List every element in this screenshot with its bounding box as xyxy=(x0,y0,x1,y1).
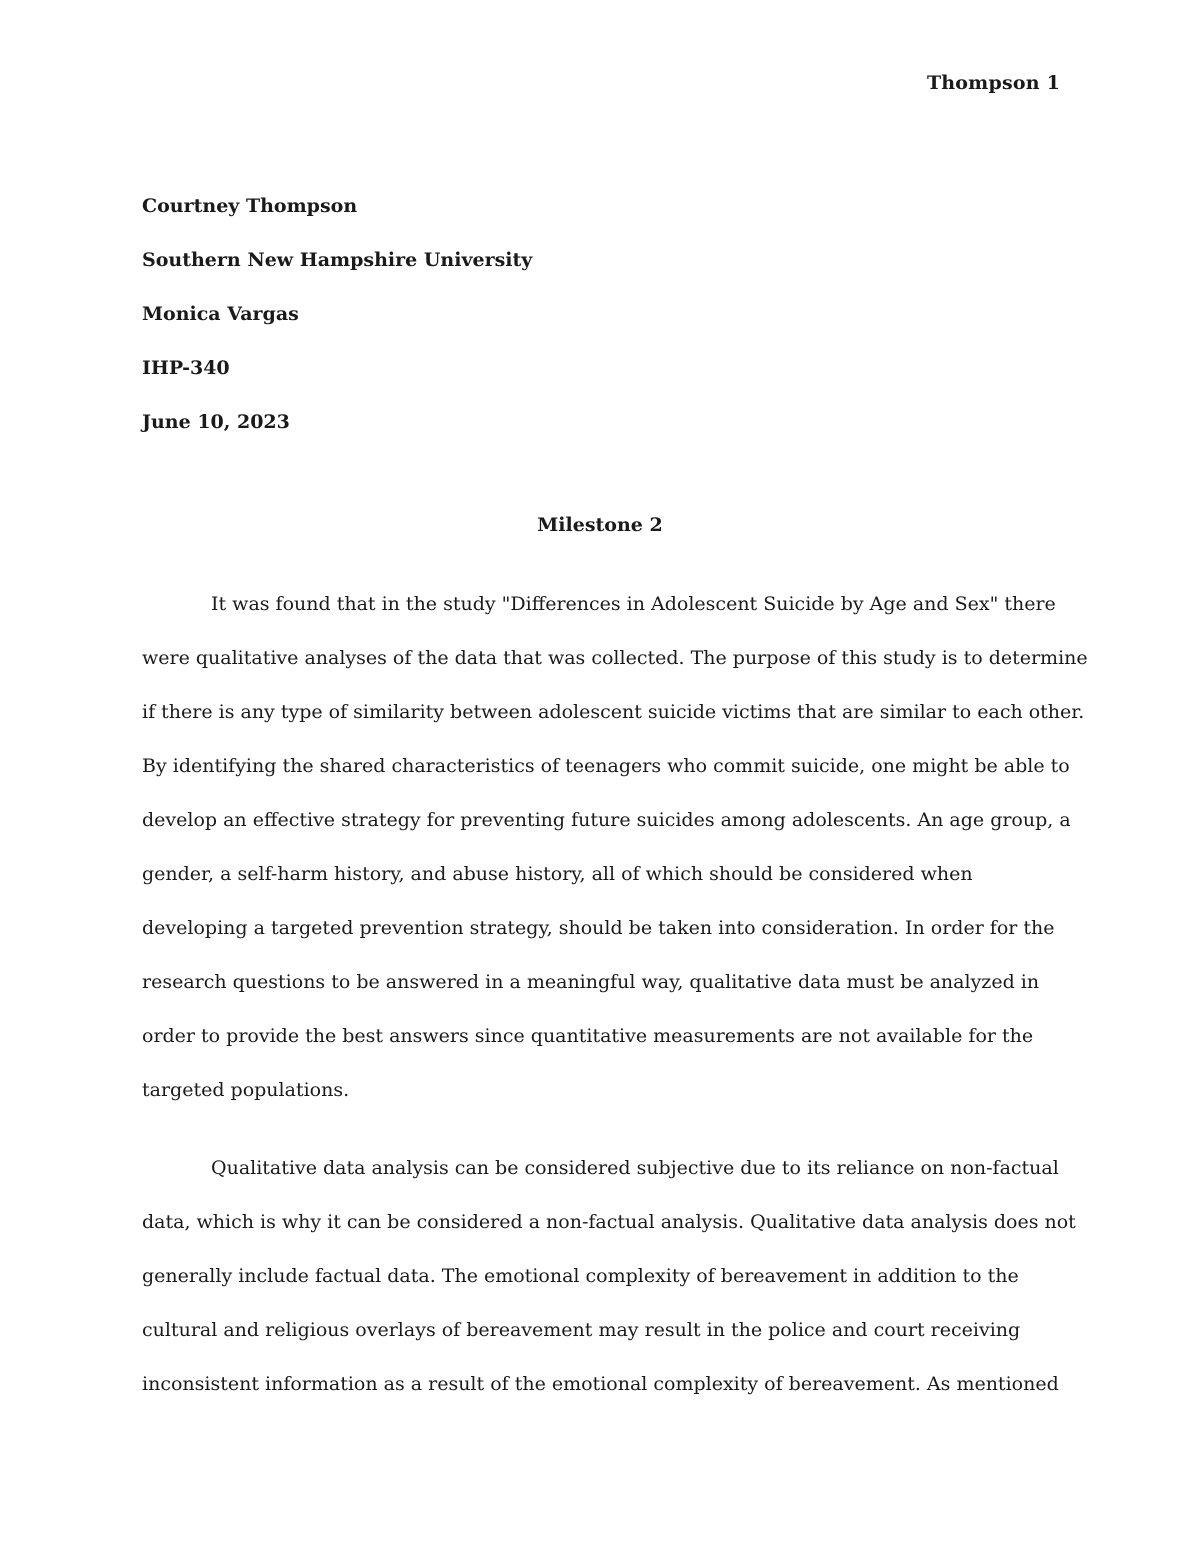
course-code: IHP-340 xyxy=(142,357,230,379)
paragraph-line: research questions to be answered in a meaningful way, qualitative data must be analyzed in xyxy=(142,971,1040,993)
paragraph-line: By identifying the shared characteristics of teenagers who commit suicide, one might be able to xyxy=(142,755,1070,777)
paragraph-line: cultural and religious overlays of bereavement may result in the police and court receiving xyxy=(142,1319,1021,1341)
paragraph-line: inconsistent information as a result of the emotional complexity of bereavement. As mentioned xyxy=(142,1373,1059,1395)
paragraph-line: if there is any type of similarity between adolescent suicide victims that are similar to each other. xyxy=(142,701,1085,723)
paragraph-line: data, which is why it can be considered a non-factual analysis. Qualitative data analysis does not xyxy=(142,1211,1076,1233)
paragraph-1 xyxy=(142,590,1088,1130)
paragraph-line: were qualitative analyses of the data that was collected. The purpose of this study is to determine xyxy=(142,647,1088,669)
paragraph-line: targeted populations. xyxy=(142,1079,350,1101)
paragraph-line: order to provide the best answers since quantitative measurements are not available for the xyxy=(142,1025,1034,1047)
paragraph-line: gender, a self-harm history, and abuse history, all of which should be considered when xyxy=(142,863,973,885)
paper-title: Milestone 2 xyxy=(537,514,663,536)
paragraph-line: Qualitative data analysis can be considered subjective due to its reliance on non-factual xyxy=(211,1157,1059,1179)
author-name: Courtney Thompson xyxy=(142,195,358,217)
paragraph-2 xyxy=(142,1154,1076,1424)
institution-name: Southern New Hampshire University xyxy=(142,249,533,271)
paragraph-line: It was found that in the study "Differences in Adolescent Suicide by Age and Sex" there xyxy=(211,593,1056,615)
paragraph-line: develop an effective strategy for preventing future suicides among adolescents. An age group, a xyxy=(142,809,1071,831)
instructor-name: Monica Vargas xyxy=(142,303,299,325)
running-head: Thompson 1 xyxy=(926,72,1060,94)
heading-block xyxy=(142,192,532,462)
submission-date: June 10, 2023 xyxy=(142,411,290,433)
paragraph-line: developing a targeted prevention strategy, should be taken into consideration. In order for the xyxy=(142,917,1055,939)
paragraph-line: generally include factual data. The emotional complexity of bereavement in addition to the xyxy=(142,1265,1019,1287)
